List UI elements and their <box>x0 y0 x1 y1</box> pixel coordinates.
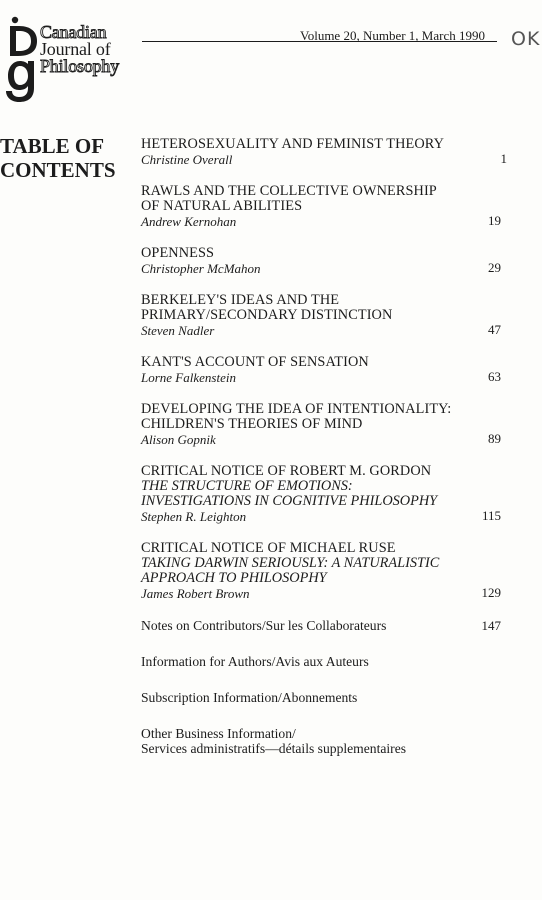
entry-subtitle: INVESTIGATIONS IN COGNITIVE PHILOSOPHY <box>141 493 438 509</box>
entry-title: OF NATURAL ABILITIES <box>141 198 303 214</box>
toc-heading-line-1: TABLE OF <box>0 134 105 158</box>
journal-logo <box>4 16 144 102</box>
toc-entry[interactable] <box>141 355 501 385</box>
toc-entry[interactable] <box>141 136 507 167</box>
handwritten-mark: OK <box>511 28 541 50</box>
journal-name <box>40 24 119 75</box>
entry-subtitle: THE STRUCTURE OF EMOTIONS: <box>141 478 353 494</box>
entry-title: OPENNESS <box>141 245 215 261</box>
toc-entry[interactable] <box>141 541 501 601</box>
back-matter-label: Notes on Contributors/Sur les Collaborateurs <box>141 618 387 633</box>
entry-title: DEVELOPING THE IDEA OF INTENTIONALITY: <box>141 401 452 417</box>
entry-title: KANT'S ACCOUNT OF SENSATION <box>141 354 369 370</box>
back-matter-item[interactable] <box>141 618 501 633</box>
entry-page-number: 1 <box>500 151 507 166</box>
entry-title: BERKELEY'S IDEAS AND THE <box>141 292 340 308</box>
entry-page-number: 19 <box>488 213 501 228</box>
entry-page-number: 89 <box>488 431 501 446</box>
logo-line-2: Journal of <box>40 39 111 59</box>
entry-author: Andrew Kernohan <box>141 214 237 229</box>
entry-page-number: 47 <box>488 322 501 337</box>
logo-line-1: Canadian <box>40 22 107 42</box>
entry-subtitle: APPROACH TO PHILOSOPHY <box>141 570 327 586</box>
back-matter-page-number: 147 <box>481 618 501 633</box>
toc-heading-line-2: CONTENTS <box>0 158 116 182</box>
back-matter-label: Services administratifs—détails supplementaires <box>141 741 407 756</box>
entry-title: RAWLS AND THE COLLECTIVE OWNERSHIP <box>141 183 437 199</box>
back-matter-item[interactable] <box>141 690 501 705</box>
toc-entry[interactable] <box>141 464 501 524</box>
entry-author: Stephen R. Leighton <box>141 509 247 524</box>
entry-page-number: 115 <box>481 508 501 523</box>
toc-list <box>141 136 507 777</box>
back-matter-item[interactable] <box>141 654 501 669</box>
entry-author: James Robert Brown <box>141 586 250 601</box>
entry-title: CRITICAL NOTICE OF ROBERT M. GORDON <box>141 463 432 479</box>
toc-entry[interactable] <box>141 293 501 338</box>
back-matter-label: Subscription Information/Abonnements <box>141 690 358 705</box>
journal-monogram-icon <box>4 16 40 102</box>
entry-page-number: 29 <box>488 260 501 275</box>
entry-author: Lorne Falkenstein <box>141 370 236 385</box>
back-matter-label: Other Business Information/ <box>141 726 296 741</box>
volume-info: Volume 20, Number 1, March 1990 <box>300 28 485 43</box>
toc-entry[interactable] <box>141 246 501 276</box>
entry-author: Christine Overall <box>141 152 233 167</box>
toc-entry[interactable] <box>141 402 501 447</box>
entry-title: HETEROSEXUALITY AND FEMINIST THEORY <box>141 136 445 152</box>
back-matter-label: Information for Authors/Avis aux Auteurs <box>141 654 369 669</box>
entry-title: CRITICAL NOTICE OF MICHAEL RUSE <box>141 540 396 556</box>
entry-page-number: 63 <box>488 369 501 384</box>
entry-author: Christopher McMahon <box>141 261 261 276</box>
logo-line-3: Philosophy <box>40 56 120 76</box>
entry-title: PRIMARY/SECONDARY DISTINCTION <box>141 307 393 323</box>
entry-author: Alison Gopnik <box>141 432 216 447</box>
toc-heading <box>0 134 116 182</box>
entry-page-number: 129 <box>481 585 501 600</box>
toc-entry[interactable] <box>141 184 501 229</box>
back-matter-item[interactable] <box>141 726 501 756</box>
entry-title: CHILDREN'S THEORIES OF MIND <box>141 416 363 432</box>
entry-author: Steven Nadler <box>141 323 215 338</box>
entry-subtitle: TAKING DARWIN SERIOUSLY: A NATURALISTIC <box>141 555 440 571</box>
